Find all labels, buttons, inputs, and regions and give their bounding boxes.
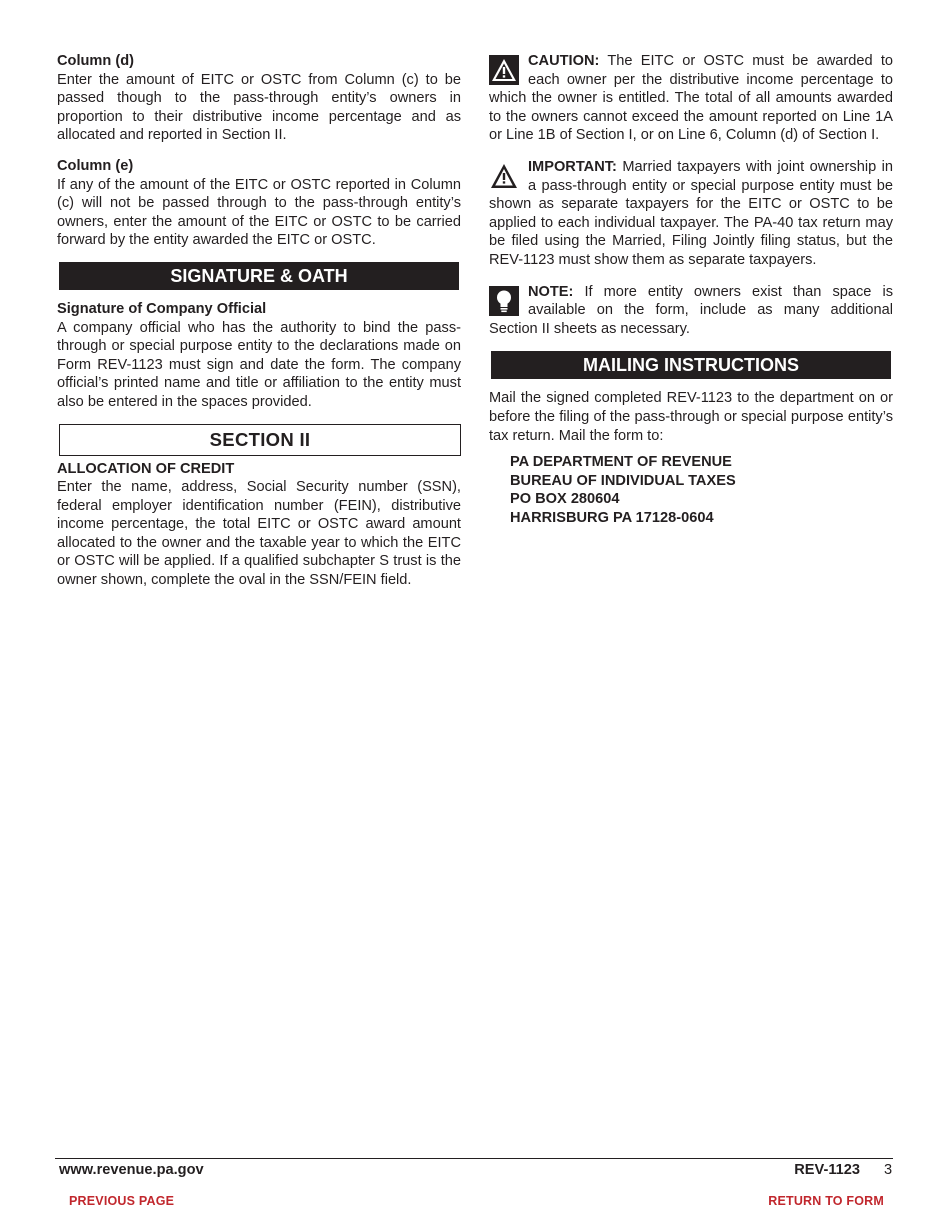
address-line: BUREAU OF INDIVIDUAL TAXES <box>510 472 736 489</box>
mailing-text: Mail the signed completed REV-1123 to the department on or before the filing of the pass-through or special purpose entity’s tax return. Mail the form to: <box>489 390 893 444</box>
footer-website: www.revenue.pa.gov <box>59 1162 204 1178</box>
allocation-text: Enter the name, address, Social Security number (SSN), federal employer identification number (FEIN), distributive income percentage, the total EITC or OSTC award amount allocated to the owner and the taxable year to which the EITC or OSTC will be applied. If a qualified subchapter S trust is the owner shown, complete the oval in the SSN/FEIN field. <box>57 479 461 589</box>
section-ii-banner: SECTION II <box>59 424 461 456</box>
return-to-form-link[interactable]: RETURN TO FORM <box>768 1194 884 1208</box>
column-d-text: Enter the amount of EITC or OSTC from Column (c) to be passed though to the pass-through entity’s owners in proportion to their distributive income percentage and as allocated and reported in Section II. <box>57 71 461 144</box>
warning-icon <box>489 161 519 191</box>
lightbulb-icon <box>489 286 519 316</box>
column-d-heading: Column (d) <box>57 53 135 69</box>
important-label: IMPORTANT: <box>528 158 617 175</box>
important-text: Married taxpayers with joint ownership in a pass-through entity or special purpose entity must be shown as separate taxpayers for the EITC or OSTC to be applied to each individual taxpayer. The PA-40 tax return may be filed using the Married, Filing Jointly filing status, but the REV-1123 must show them as separate taxpayers. <box>489 158 893 268</box>
column-e-heading: Column (e) <box>57 157 134 174</box>
note-label: NOTE: <box>528 283 574 300</box>
address-line: PA DEPARTMENT OF REVENUE <box>510 454 732 471</box>
signature-oath-banner: SIGNATURE & OATH <box>59 262 459 290</box>
footer-form-number: REV-1123 <box>794 1162 860 1178</box>
address-line: PO BOX 280604 <box>510 491 620 508</box>
important-note <box>489 158 893 270</box>
caution-icon <box>489 55 519 85</box>
address-line: HARRISBURG PA 17128-0604 <box>510 509 714 526</box>
caution-text: The EITC or OSTC must be awarded to each owner per the distributive income percentage to which the owner is entitled. The total of all amounts awarded to the owners cannot exceed the amount reported on Line 1A or Line 1B of Section I, or on Line 6, Column (d) of Section I. <box>489 53 894 144</box>
previous-page-link[interactable]: PREVIOUS PAGE <box>69 1194 175 1208</box>
caution-label: CAUTION: <box>528 53 600 69</box>
allocation-heading: ALLOCATION OF CREDIT <box>57 460 235 477</box>
column-e-text: If any of the amount of the EITC or OSTC reported in Column (c) will not be passed through to the pass-through entity’s owners, enter the amount of the EITC or OSTC to be carried forward by the entity awarded the EITC or OSTC. <box>57 176 461 249</box>
caution-note <box>489 52 893 145</box>
signature-text: A company official who has the authority to bind the pass-through or special purpose entity to the declarations made on Form REV-1123 must sign and date the form. The company official’s printed name and title or affiliation to the entity must also be entered in the spaces provided. <box>57 319 461 410</box>
footer-page-number: 3 <box>884 1162 893 1178</box>
left-column <box>57 52 461 602</box>
footer-divider <box>55 1158 893 1159</box>
note-text: If more entity owners exist than space is available on the form, include as many additional Section II sheets as necessary. <box>489 283 894 337</box>
mailing-address <box>510 453 893 527</box>
right-column <box>489 52 893 527</box>
mailing-instructions-banner: MAILING INSTRUCTIONS <box>491 351 891 379</box>
note-note <box>489 283 893 339</box>
signature-heading: Signature of Company Official <box>57 300 267 317</box>
